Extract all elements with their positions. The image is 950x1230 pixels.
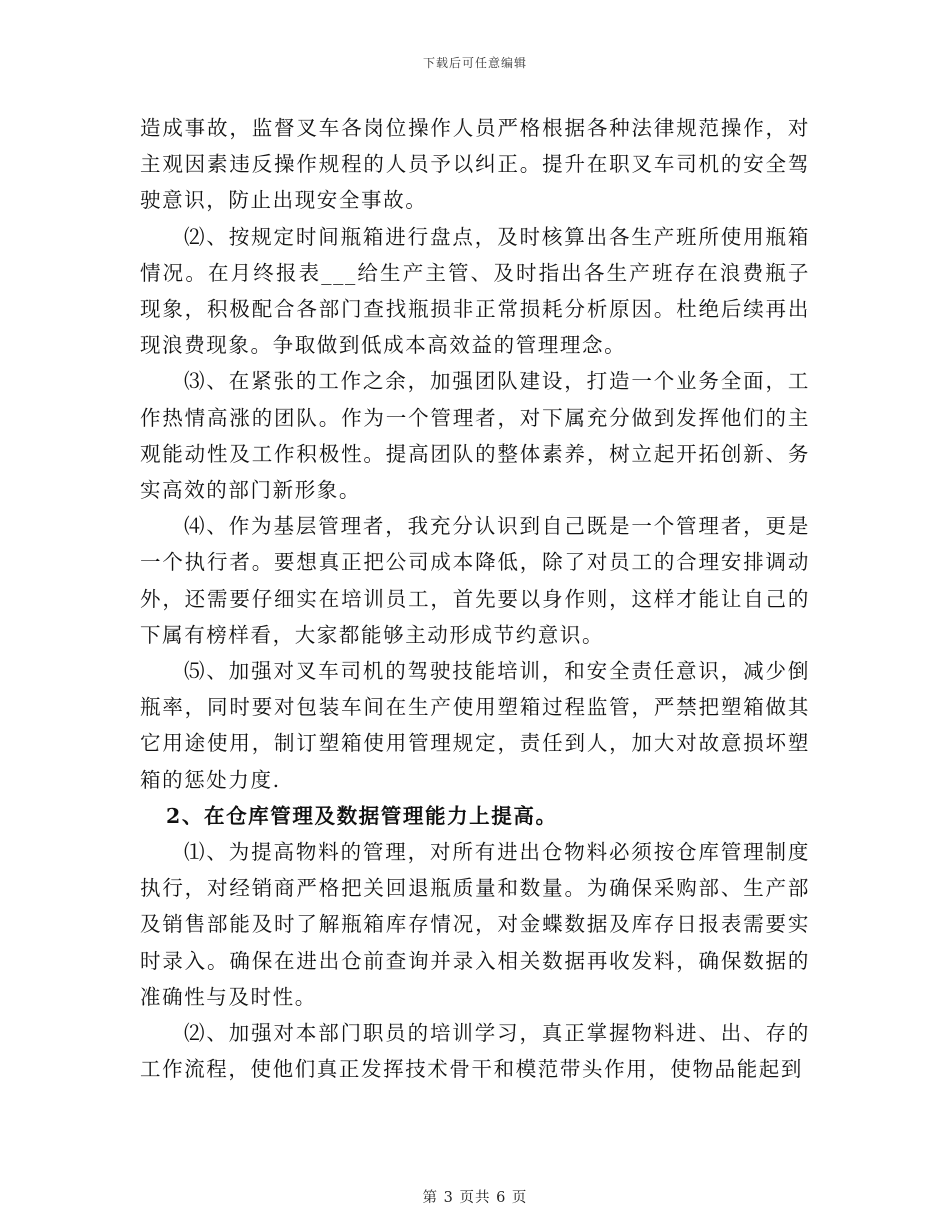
section-heading-2: 2、在仓库管理及数据管理能力上提高。: [166, 803, 558, 828]
paragraph-continuation: 造成事故，监督叉车各岗位操作人员严格根据各种法律规范操作，对主观因素违反操作规程的人员予以纠正。提升在职叉车司机的安全驾驶意识，防止出现安全事故。: [140, 116, 810, 213]
paragraph-section2-item-1: ⑴、为提高物料的管理，对所有进出仓物料必须按仓库管理制度执行，对经销商严格把关回退瓶质量和数量。为确保采购部、生产部及销售部能及时了解瓶箱库存情况，对金蝶数据及库存日报表需要实时录入。确保在进出仓前查询并录入相关数据再收发料，确保数据的准确性与及时性。: [140, 840, 810, 1009]
document-body: [140, 110, 810, 1087]
paragraph-item-5: ⑸、加强对叉车司机的驾驶技能培训，和安全责任意识，减少倒瓶率，同时要对包装车间在生产使用塑箱过程监管，严禁把塑箱做其它用途使用，制订塑箱使用管理规定，责任到人，加大对故意损坏塑箱的惩处力度.: [140, 659, 810, 792]
paragraph-item-4: ⑷、作为基层管理者，我充分认识到自己既是一个管理者，更是一个执行者。要想真正把公司成本降低，除了对员工的合理安排调动外，还需要仔细实在培训员工，首先要以身作则，这样才能让自己的下属有榜样看，大家都能够主动形成节约意识。: [140, 514, 810, 647]
paragraph-item-3: ⑶、在紧张的工作之余，加强团队建设，打造一个业务全面，工作热情高涨的团队。作为一个管理者，对下属充分做到发挥他们的主观能动性及工作积极性。提高团队的整体素养，树立起开拓创新、务实高效的部门新形象。: [140, 369, 810, 503]
page-header: 下载后可任意编辑: [422, 56, 527, 70]
paragraph-section2-item-2: ⑵、加强对本部门职员的培训学习，真正掌握物料进、出、存的工作流程，使他们真正发挥技术骨干和模范带头作用，使物品能起到: [140, 1021, 810, 1082]
page-number-footer: 第 3 页共 6 页: [422, 1190, 528, 1206]
paragraph-item-2: ⑵、按规定时间瓶箱进行盘点，及时核算出各生产班所使用瓶箱情况。在月终报表___给生产主管、及时指出各生产班存在浪费瓶子现象，积极配合各部门查找瓶损非正常损耗分析原因。杜绝后续再出现浪费现象。争取做到低成本高效益的管理理念。: [140, 224, 810, 358]
